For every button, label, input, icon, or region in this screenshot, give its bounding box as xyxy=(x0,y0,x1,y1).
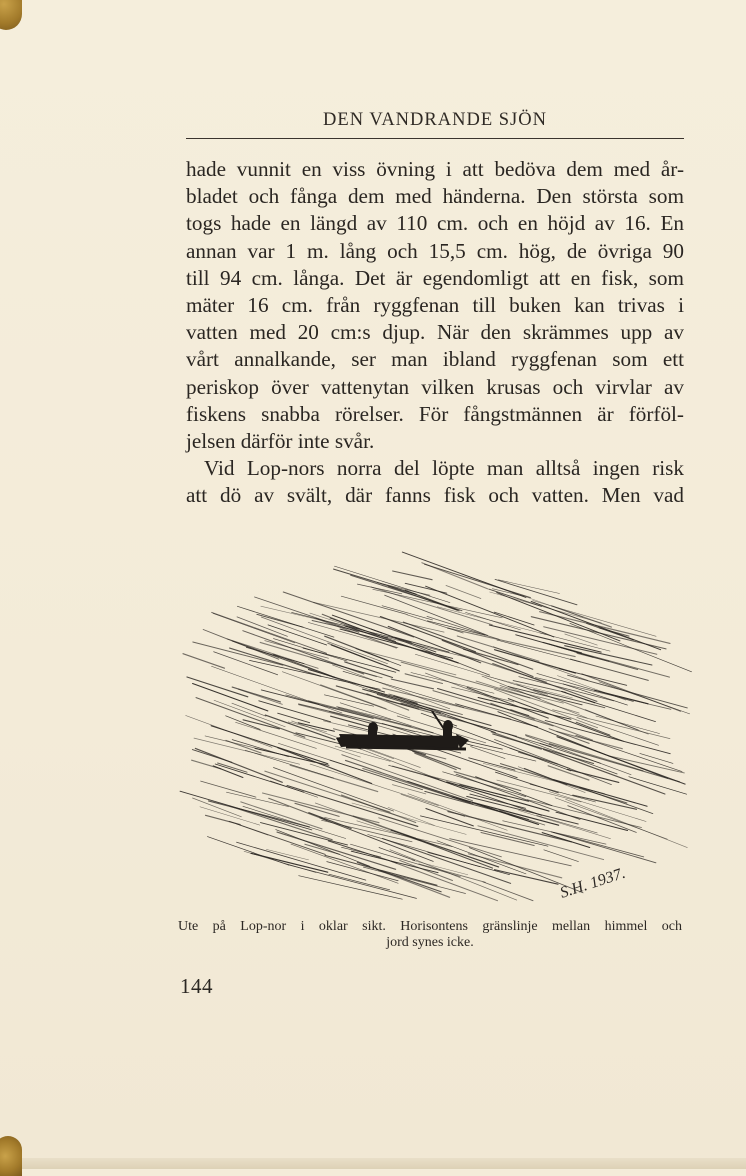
text-line: annan var 1 m. lång och 15,5 cm. hög, de övriga 90 xyxy=(186,238,684,263)
text-line: periskop över vattenytan vilken krusas och virvlar av xyxy=(186,374,684,399)
text-line: vårt annalkande, ser man ibland ryggfenan som ett xyxy=(186,347,684,372)
text-line: fiskens snabba rörelser. För fångstmännen är förföl- xyxy=(186,401,684,426)
page-corner-tab-top xyxy=(0,0,22,30)
running-head: DEN VANDRANDE SJÖN xyxy=(323,110,547,130)
caption-line: Ute på Lop-nor i oklar sikt. Horisontens gränslinje mellan himmel och xyxy=(178,919,682,934)
text-line: att dö av svält, där fanns fisk och vatten. Men vad xyxy=(186,483,684,508)
page-number: 144 xyxy=(180,974,213,998)
text-line: vatten med 20 cm:s djup. När den skrämmes upp av xyxy=(186,320,684,345)
caption-line: jord synes icke. xyxy=(386,935,474,950)
body-text xyxy=(186,156,684,509)
text-line: bladet och fånga dem med händerna. Den största som xyxy=(186,184,684,209)
boat-sketch-illustration xyxy=(176,546,696,906)
page-corner-tab-bottom xyxy=(0,1136,22,1176)
text-line: togs hade en längd av 110 cm. och en höjd av 16. En xyxy=(186,211,684,236)
text-line: jelsen därför inte svår. xyxy=(186,428,375,453)
text-line: hade vunnit en viss övning i att bedöva dem med år- xyxy=(186,157,684,181)
text-line: till 94 cm. långa. Det är egendomligt att en fisk, som xyxy=(186,265,684,290)
figure-caption xyxy=(178,919,682,951)
artist-signature: S.H. 1937. xyxy=(557,864,628,902)
text-line: mäter 16 cm. från ryggfenan till buken kan trivas i xyxy=(186,292,684,317)
next-page-edge xyxy=(22,1158,746,1169)
text-line: Vid Lop-nors norra del löpte man alltså ingen risk xyxy=(204,456,684,481)
header-rule xyxy=(186,138,684,139)
